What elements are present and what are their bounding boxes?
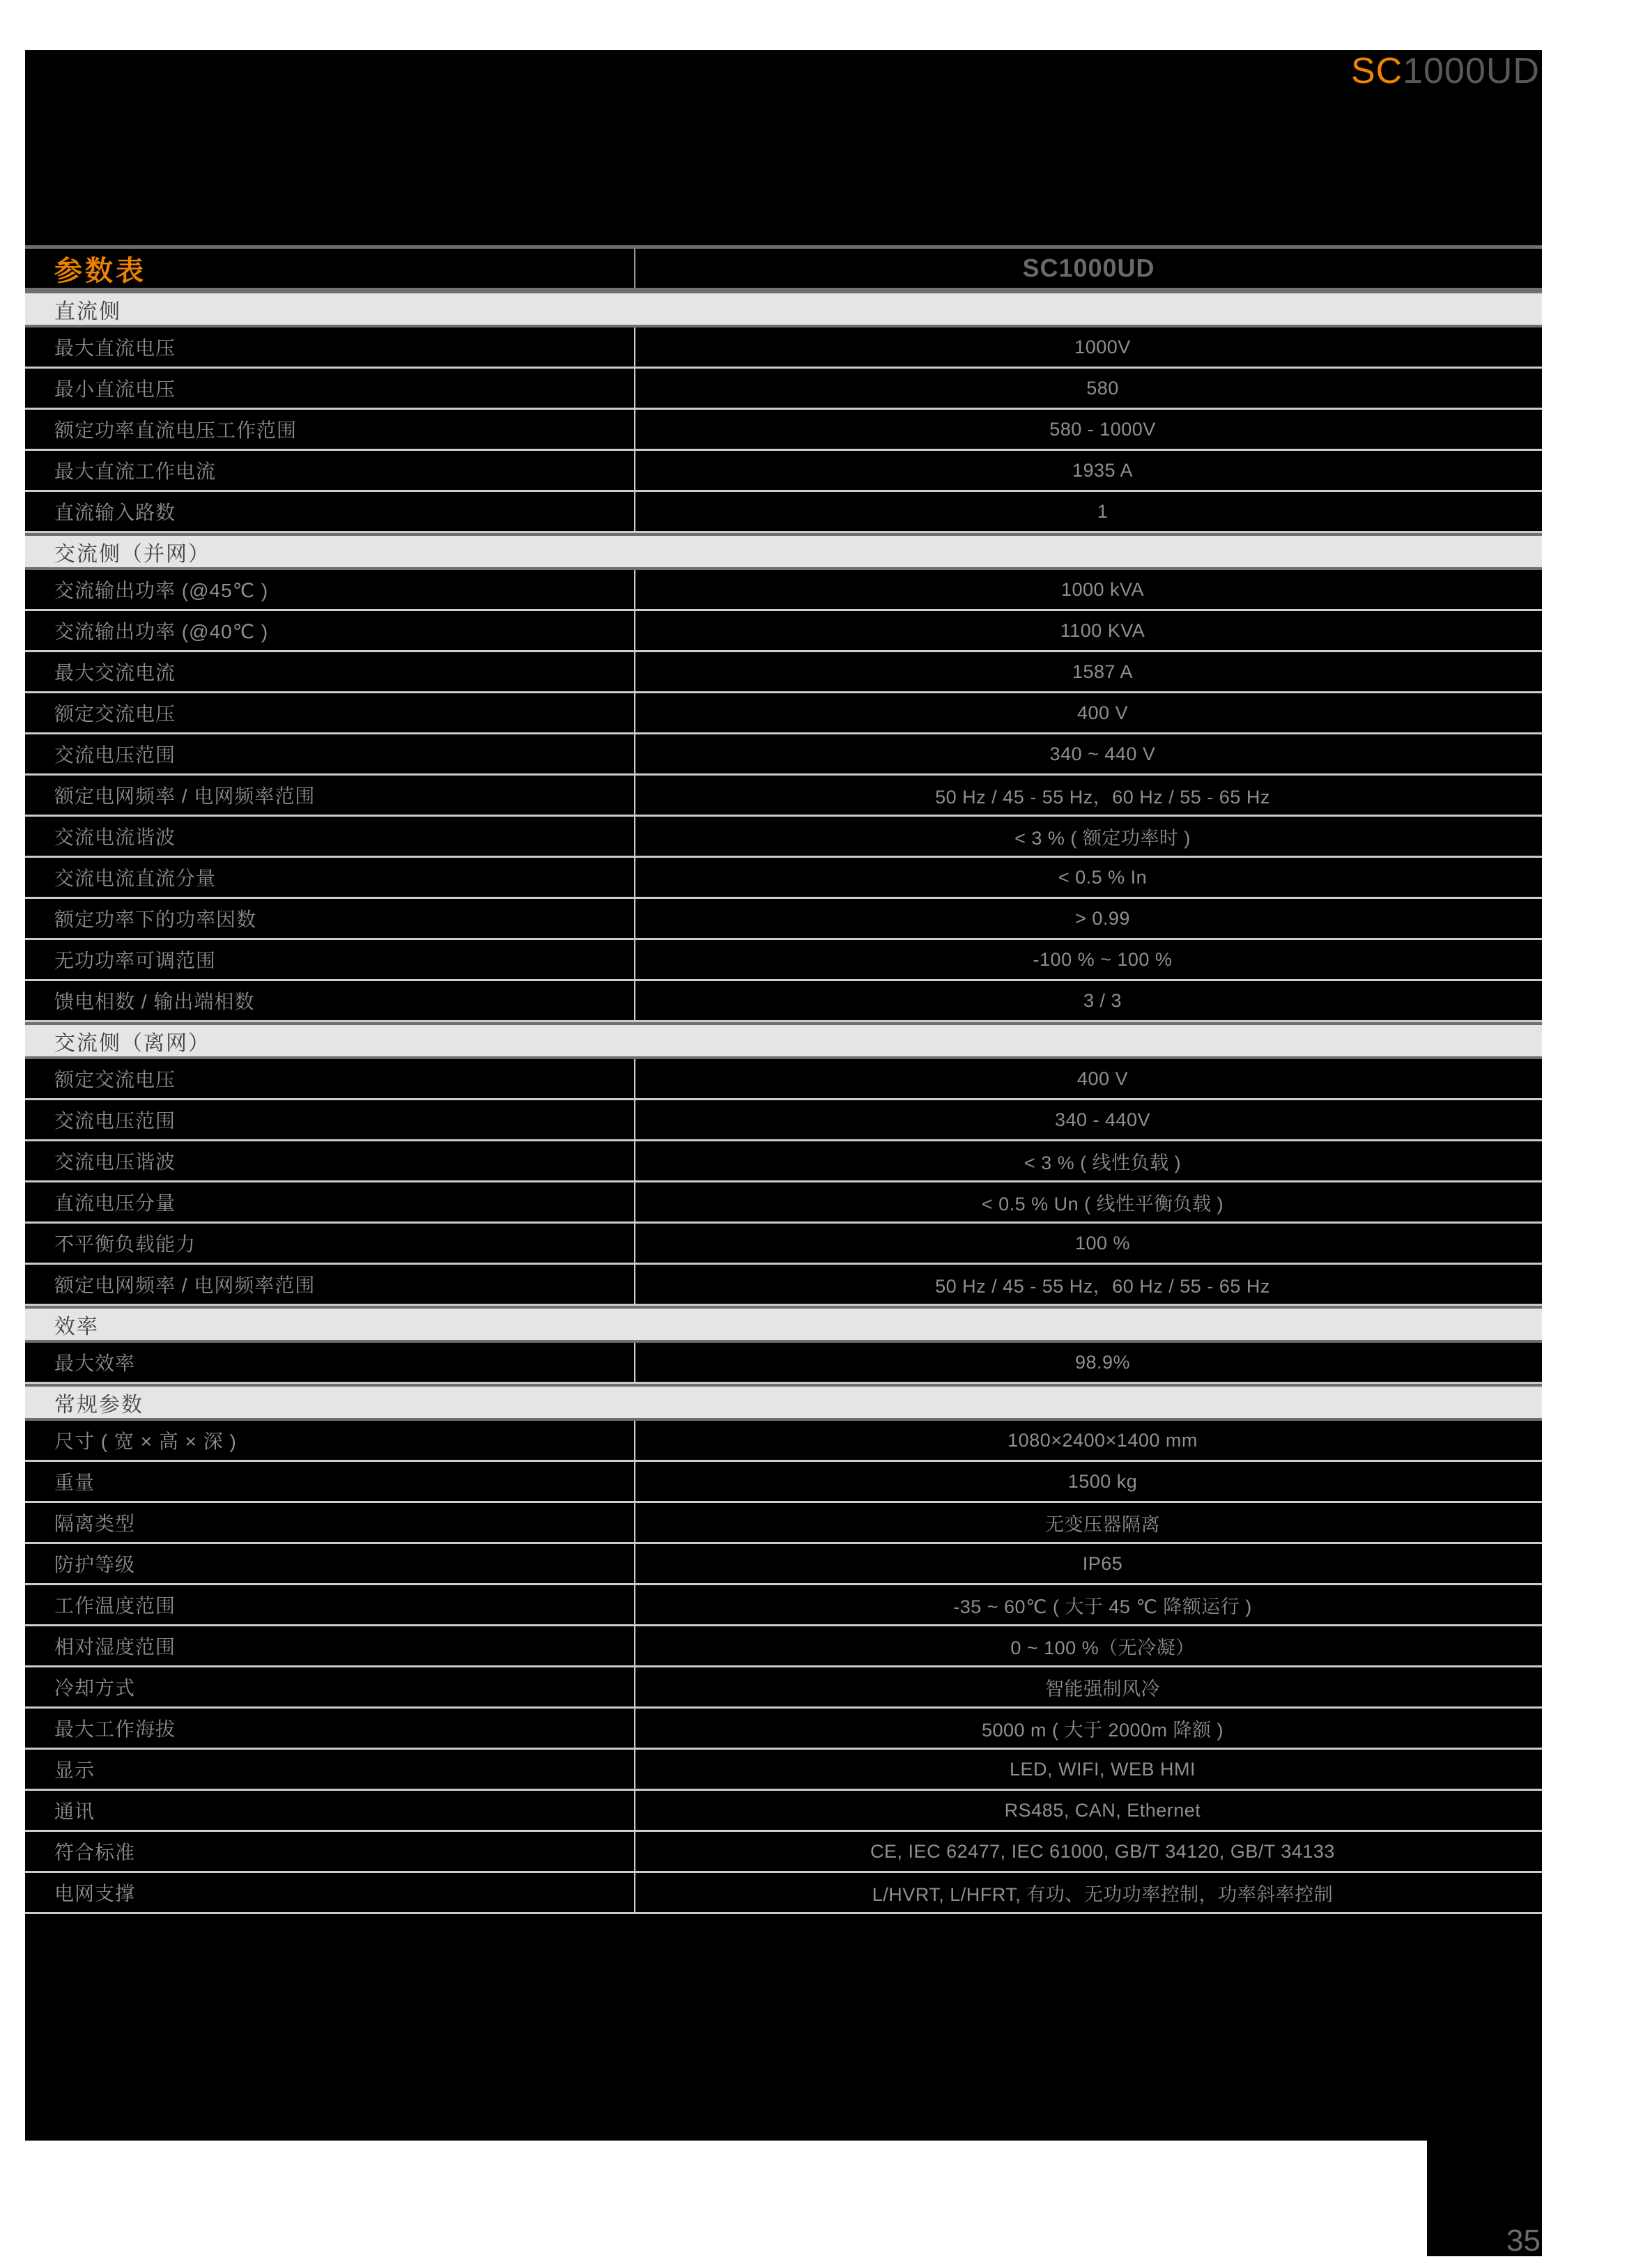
param-value: 400 V bbox=[1076, 702, 1129, 723]
datasheet-black-panel bbox=[25, 50, 1542, 2141]
param-label: 重量 bbox=[25, 1462, 635, 1501]
param-label: 交流电压谐波 bbox=[25, 1141, 635, 1180]
param-value: 1500 kg bbox=[1067, 1470, 1138, 1492]
param-value: 50 Hz / 45 - 55 Hz，60 Hz / 55 - 65 Hz bbox=[935, 786, 1270, 808]
product-model-title bbox=[1351, 52, 1540, 91]
table-row bbox=[25, 817, 1542, 858]
table-row bbox=[25, 492, 1542, 533]
param-value: CE, IEC 62477, IEC 61000, GB/T 34120, GB/T 34133 bbox=[870, 1840, 1335, 1862]
param-value: > 0.99 bbox=[1075, 907, 1130, 929]
spec-table-title: 参数表 bbox=[25, 249, 635, 288]
param-value: < 0.5 % Un ( 线性平衡负载 ) bbox=[981, 1193, 1224, 1215]
param-label: 最大工作海拔 bbox=[25, 1709, 635, 1748]
table-row bbox=[25, 570, 1542, 611]
table-row bbox=[25, 1141, 1542, 1182]
param-value: 1935 A bbox=[1072, 459, 1134, 481]
param-label: 电网支撑 bbox=[25, 1873, 635, 1912]
table-row bbox=[25, 451, 1542, 492]
table-row bbox=[25, 1544, 1542, 1585]
param-value: 无变压器隔离 bbox=[1045, 1513, 1160, 1535]
table-row bbox=[25, 1059, 1542, 1100]
param-value: 340 ~ 440 V bbox=[1049, 743, 1156, 764]
param-label: 防护等级 bbox=[25, 1544, 635, 1583]
param-value: 1000 kVA bbox=[1060, 578, 1145, 600]
param-value: L/HVRT, L/HFRT, 有功、无功功率控制，功率斜率控制 bbox=[872, 1883, 1334, 1905]
param-label: 通讯 bbox=[25, 1791, 635, 1830]
param-label: 额定功率下的功率因数 bbox=[25, 899, 635, 938]
param-value: < 3 % ( 线性负载 ) bbox=[1024, 1152, 1182, 1173]
table-row bbox=[25, 611, 1542, 652]
table-row bbox=[25, 1182, 1542, 1224]
param-label: 无功功率可调范围 bbox=[25, 940, 635, 979]
param-label: 尺寸 ( 宽 × 高 × 深 ) bbox=[25, 1421, 635, 1460]
table-row bbox=[25, 1100, 1542, 1141]
param-value: 580 bbox=[1086, 377, 1119, 399]
spec-table-model-column-header: SC1000UD bbox=[1022, 254, 1155, 282]
table-row bbox=[25, 369, 1542, 410]
param-label: 馈电相数 / 输出端相数 bbox=[25, 981, 635, 1020]
spec-table-header bbox=[25, 245, 1542, 291]
param-value: 1100 KVA bbox=[1060, 619, 1145, 641]
param-value: LED, WIFI, WEB HMI bbox=[1009, 1758, 1196, 1780]
param-value: 580 - 1000V bbox=[1049, 418, 1156, 440]
spec-table bbox=[25, 245, 1542, 1914]
table-row bbox=[25, 776, 1542, 817]
table-row bbox=[25, 981, 1542, 1022]
param-label: 符合标准 bbox=[25, 1832, 635, 1871]
param-label: 隔离类型 bbox=[25, 1503, 635, 1542]
param-label: 相对湿度范围 bbox=[25, 1626, 635, 1665]
param-label: 交流输出功率 (@40℃ ) bbox=[25, 611, 635, 650]
param-label: 额定交流电压 bbox=[25, 693, 635, 732]
param-label: 额定功率直流电压工作范围 bbox=[25, 410, 635, 449]
param-value: IP65 bbox=[1082, 1552, 1123, 1574]
spec-table-body bbox=[25, 291, 1542, 1914]
param-value: -35 ~ 60℃ ( 大于 45 ℃ 降额运行 ) bbox=[953, 1596, 1252, 1617]
table-row bbox=[25, 1503, 1542, 1544]
param-label: 最小直流电压 bbox=[25, 369, 635, 408]
param-label: 交流电流直流分量 bbox=[25, 858, 635, 897]
param-value: < 0.5 % In bbox=[1058, 866, 1148, 888]
param-label: 工作温度范围 bbox=[25, 1585, 635, 1624]
product-model-suffix: 1000UD bbox=[1403, 51, 1540, 91]
param-value: 1587 A bbox=[1072, 661, 1134, 682]
param-label: 最大直流工作电流 bbox=[25, 451, 635, 490]
param-value: 3 / 3 bbox=[1083, 989, 1122, 1011]
param-label: 额定电网频率 / 电网频率范围 bbox=[25, 776, 635, 815]
param-value: 1000V bbox=[1074, 336, 1131, 357]
param-value: 智能强制风冷 bbox=[1045, 1678, 1160, 1700]
table-row bbox=[25, 1462, 1542, 1503]
section-header: 效率 bbox=[25, 1306, 1542, 1343]
table-row bbox=[25, 1667, 1542, 1709]
param-value: 1 bbox=[1097, 500, 1109, 522]
table-row bbox=[25, 899, 1542, 940]
table-row bbox=[25, 940, 1542, 981]
param-value: 340 - 440V bbox=[1054, 1109, 1151, 1130]
table-row bbox=[25, 652, 1542, 693]
param-label: 冷却方式 bbox=[25, 1667, 635, 1706]
param-value: 100 % bbox=[1074, 1232, 1131, 1254]
table-row bbox=[25, 1343, 1542, 1384]
table-row bbox=[25, 1626, 1542, 1667]
product-model-prefix: SC bbox=[1350, 51, 1403, 91]
table-row bbox=[25, 1421, 1542, 1462]
table-row bbox=[25, 1709, 1542, 1750]
param-value: 50 Hz / 45 - 55 Hz，60 Hz / 55 - 65 Hz bbox=[935, 1275, 1270, 1297]
param-value: 400 V bbox=[1076, 1068, 1129, 1089]
param-label: 直流电压分量 bbox=[25, 1182, 635, 1221]
param-value: < 3 % ( 额定功率时 ) bbox=[1014, 827, 1191, 849]
param-label: 直流输入路数 bbox=[25, 492, 635, 531]
param-label: 交流电流谐波 bbox=[25, 817, 635, 856]
table-row bbox=[25, 858, 1542, 899]
param-label: 不平衡负载能力 bbox=[25, 1224, 635, 1263]
bottom-right-black-box bbox=[1427, 2141, 1542, 2256]
section-header: 直流侧 bbox=[25, 291, 1542, 327]
param-label: 最大直流电压 bbox=[25, 327, 635, 367]
param-label: 额定交流电压 bbox=[25, 1059, 635, 1098]
param-value: RS485, CAN, Ethernet bbox=[1004, 1799, 1201, 1821]
param-label: 交流输出功率 (@45℃ ) bbox=[25, 570, 635, 609]
table-row bbox=[25, 693, 1542, 734]
table-row bbox=[25, 1750, 1542, 1791]
table-row bbox=[25, 1832, 1542, 1873]
param-label: 最大效率 bbox=[25, 1343, 635, 1382]
page-number: 35 bbox=[1506, 2223, 1541, 2258]
table-row bbox=[25, 327, 1542, 369]
param-label: 交流电压范围 bbox=[25, 1100, 635, 1139]
param-label: 显示 bbox=[25, 1750, 635, 1789]
param-label: 交流电压范围 bbox=[25, 734, 635, 773]
section-header: 常规参数 bbox=[25, 1384, 1542, 1421]
table-row bbox=[25, 1224, 1542, 1265]
param-label: 最大交流电流 bbox=[25, 652, 635, 691]
table-row bbox=[25, 1873, 1542, 1914]
param-label: 额定电网频率 / 电网频率范围 bbox=[25, 1265, 635, 1304]
param-value: 1080×2400×1400 mm bbox=[1008, 1429, 1198, 1451]
table-row bbox=[25, 1791, 1542, 1832]
param-value: -100 % ~ 100 % bbox=[1033, 948, 1173, 970]
param-value: 0 ~ 100 %（无冷凝） bbox=[1010, 1637, 1195, 1658]
param-value: 98.9% bbox=[1074, 1351, 1131, 1373]
table-row bbox=[25, 1265, 1542, 1306]
section-header: 交流侧（离网） bbox=[25, 1022, 1542, 1059]
table-row bbox=[25, 1585, 1542, 1626]
table-row bbox=[25, 734, 1542, 776]
section-header: 交流侧（并网） bbox=[25, 533, 1542, 570]
table-row bbox=[25, 410, 1542, 451]
param-value: 5000 m ( 大于 2000m 降额 ) bbox=[981, 1719, 1224, 1741]
